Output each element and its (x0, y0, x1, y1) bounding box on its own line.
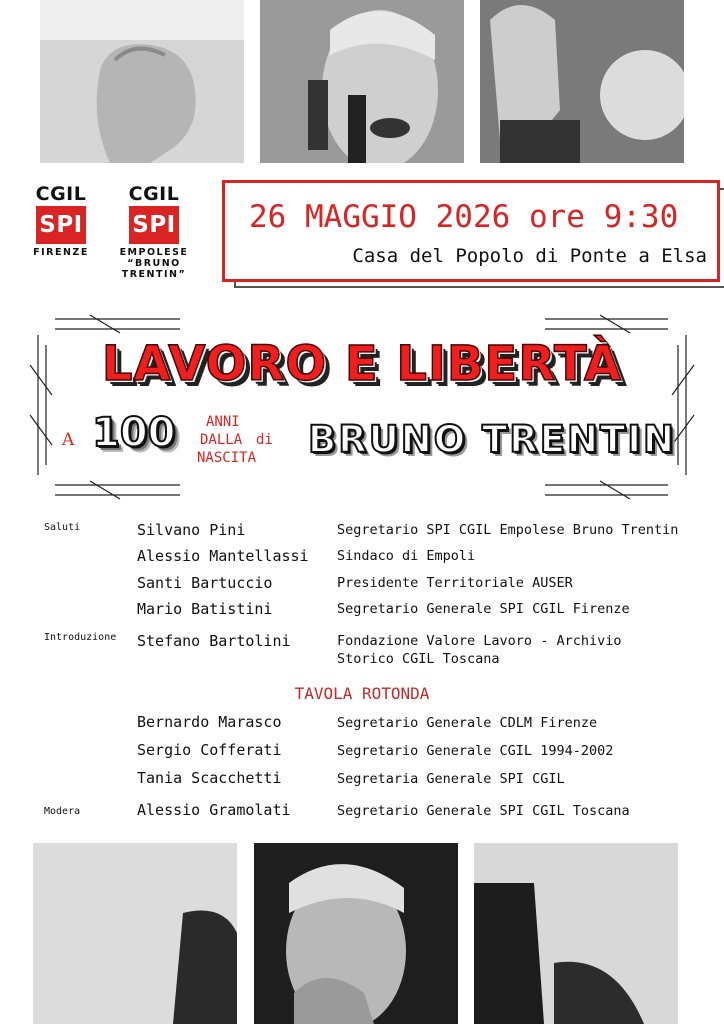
speaker-role: Segretario SPI CGIL Empolese Bruno Trentin (337, 522, 679, 538)
bottom-photo-left (33, 843, 237, 1024)
logo-cgil-text: CGIL (128, 183, 180, 205)
bottom-photo-right (474, 843, 678, 1024)
speaker-role: Segretario Generale CDLM Firenze (337, 715, 598, 731)
speaker-role: Segretario Generale SPI CGIL Toscana (337, 803, 630, 819)
title-di: di (256, 432, 273, 448)
logo-sub-line: FIRENZE (33, 247, 89, 258)
top-photo-profile (480, 0, 684, 163)
speaker-name: Mario Batistini (137, 600, 273, 618)
speaker-name: Alessio Gramolati (137, 801, 291, 819)
top-photo-fist (40, 0, 244, 163)
event-info-box (222, 180, 720, 282)
bottom-photo-center (254, 843, 458, 1024)
logo-sub-line: “BRUNO TRENTIN” (121, 258, 187, 280)
title-nascita: NASCITA (197, 450, 257, 466)
speaker-role: Fondazione Valore Lavoro - Archivio (337, 633, 622, 649)
introduzione-label: Introduzione (44, 632, 117, 643)
title-dalla: DALLA (200, 432, 243, 448)
speaker-name: Silvano Pini (137, 521, 246, 539)
speaker-name: Sergio Cofferati (137, 741, 282, 759)
title-name: BRUNO TRENTIN (308, 418, 676, 461)
saluti-label: Saluti (44, 522, 81, 533)
speaker-role: Storico CGIL Toscana (337, 651, 500, 667)
tavola-rotonda-heading: TAVOLA ROTONDA (294, 684, 430, 703)
speaker-role: Segretario Generale SPI CGIL Firenze (337, 601, 630, 617)
logo-cgil-text: CGIL (35, 183, 87, 205)
speaker-name: Tania Scacchetti (137, 769, 282, 787)
speaker-role: Segretaria Generale SPI CGIL (337, 771, 565, 787)
logo-spi-empolese (104, 184, 204, 280)
speaker-name: Bernardo Marasco (137, 713, 282, 731)
speaker-name: Stefano Bartolini (137, 632, 291, 650)
speaker-role: Presidente Territoriale AUSER (337, 575, 573, 591)
main-title: LAVORO E LIBERTÀ (101, 336, 623, 392)
speaker-name: Santi Bartuccio (137, 574, 273, 592)
modera-label: Modera (44, 806, 81, 817)
top-photo-speaker (260, 0, 464, 163)
logo-spi-firenze (21, 184, 101, 258)
title-anni: ANNI (206, 414, 240, 430)
title-frame-decoration (0, 305, 724, 505)
speaker-name: Alessio Mantellassi (137, 547, 309, 565)
logo-spi-badge: SPI (36, 206, 86, 244)
event-date: 26 MAGGIO 2026 ore 9:30 (249, 199, 679, 235)
title-a: A (62, 430, 75, 450)
speaker-role: Segretario Generale CGIL 1994-2002 (337, 743, 614, 759)
logo-sub-line: EMPOLESE (119, 247, 189, 258)
event-venue: Casa del Popolo di Ponte a Elsa (352, 245, 707, 267)
logo-spi-badge: SPI (129, 206, 179, 244)
speaker-role: Sindaco di Empoli (337, 548, 476, 564)
title-hundred: 100 (92, 410, 176, 456)
